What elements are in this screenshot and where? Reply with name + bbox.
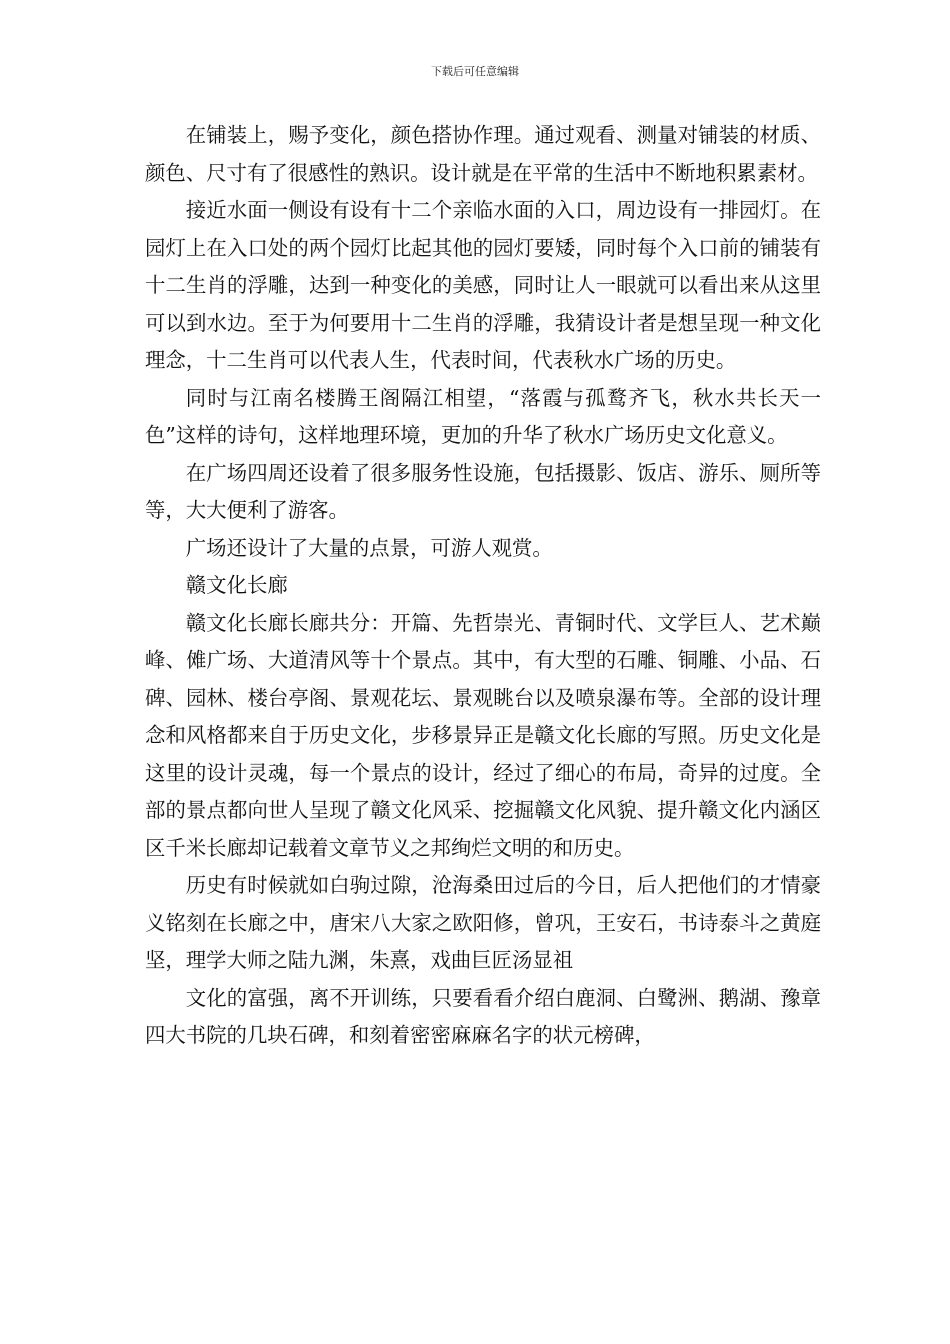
paragraph: 接近水面一侧设有设有十二个亲临水面的入口，周边设有一排园灯。在园灯上在入口处的两个园灯比起其他的园灯要矮，同时每个入口前的铺装有十二生肖的浮雕，达到一种变化的美感，同时让人一眼就可以看出来从这里可以到水边。至于为何要用十二生肖的浮雕，我猜设计者是想呈现一种文化理念，十二生肖可以代表人生，代表时间，代表秋水广场的历史。 [145, 198, 821, 372]
paragraph: 广场还设计了大量的点景，可游人观赏。 [185, 535, 553, 560]
paragraph: 在铺装上，赐予变化，颜色搭协作理。通过观看、测量对铺装的材质、颜色、尺寸有了很感性的熟识。设计就是在平常的生活中不断地积累素材。 [145, 123, 821, 185]
page-header: 下载后可任意编辑 [431, 65, 519, 78]
paragraph: 赣文化长廊长廊共分：开篇、先哲崇光、青铜时代、文学巨人、艺术巅峰、傩广场、大道清风等十个景点。其中，有大型的石雕、铜雕、小品、石碑、园林、楼台亭阁、景观花坛、景观眺台以及喷泉瀑布等。全部的设计理念和风格都来自于历史文化，步移景异正是赣文化长廊的写照。历史文化是这里的设计灵魂，每一个景点的设计，经过了细心的布局，奇异的过度。全部的景点都向世人呈现了赣文化风采、挖掘赣文化风貌、提升赣文化内涵区区千米长廊却记载着文章节义之邦绚烂文明的和历史。 [145, 610, 821, 860]
document-body [145, 117, 821, 1055]
paragraph: 在广场四周还设着了很多服务性设施，包括摄影、饭店、游乐、厕所等等，大大便利了游客。 [145, 460, 821, 522]
paragraph: 文化的富强，离不开训练，只要看看介绍白鹿洞、白鹭洲、鹅湖、豫章四大书院的几块石碑，和刻着密密麻麻名字的状元榜碑， [145, 985, 821, 1047]
paragraph: 同时与江南名楼腾王阁隔江相望，“落霞与孤鹜齐飞，秋水共长天一色”这样的诗句，这样地理环境，更加的升华了秋水广场历史文化意义。 [145, 385, 821, 447]
section-heading: 赣文化长廊 [185, 573, 288, 597]
paragraph: 历史有时候就如白驹过隙，沧海桑田过后的今日，后人把他们的才情豪义铭刻在长廊之中，唐宋八大家之欧阳修，曾巩，王安石，书诗泰斗之黄庭坚，理学大师之陆九渊，朱熹，戏曲巨匠汤显祖 [145, 873, 821, 972]
